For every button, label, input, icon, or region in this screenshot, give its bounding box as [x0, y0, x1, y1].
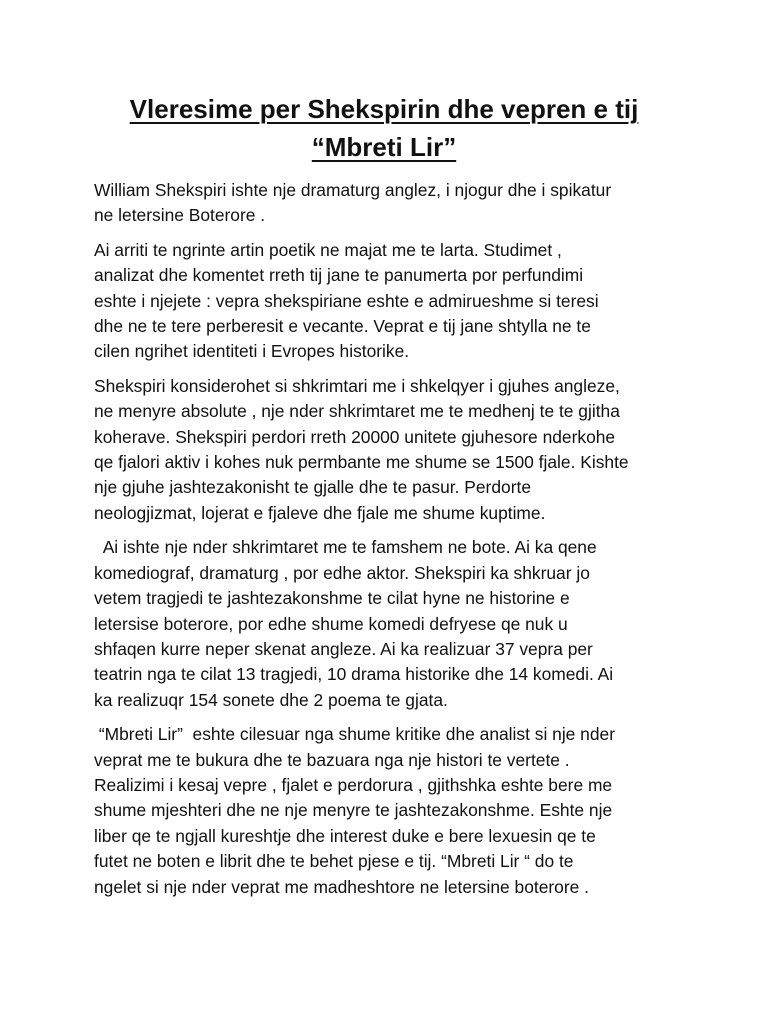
text-line: analizat dhe komentet rreth tij jane te panumerta por perfundimi [94, 265, 584, 286]
text-line: qe fjalori aktiv i kohes nuk permbante me shume se 1500 fjale. Kishte [94, 452, 629, 473]
text-line: ka realizuqr 154 sonete dhe 2 poema te gjata. [94, 689, 448, 710]
text-line: nje gjuhe jashtezakonisht te gjalle dhe te pasur. Perdorte [94, 477, 531, 498]
text-line: eshte i njejete : vepra shekspiriane eshte e admirueshme si teresi [94, 290, 599, 311]
text-line: letersise boterore, por edhe shume komedi defryese qe nuk u [94, 613, 568, 634]
text-line: “Mbreti Lir” eshte cilesuar nga shume kritike dhe analist si nje nder [94, 724, 615, 745]
document-title [60, 90, 708, 166]
text-line: shume mjeshteri dhe ne nje menyre te jashtezakonshme. Eshte nje [94, 800, 613, 821]
text-line: Realizimi i kesaj vepre , fjalet e perdorura , gjithshka eshte bere me [94, 774, 613, 795]
text-line: neologjizmat, lojerat e fjaleve dhe fjale me shume kuptime. [94, 502, 546, 523]
text-line: komediograf, dramaturg , por edhe aktor. Shekspiri ka shkruar jo [94, 562, 590, 583]
text-line: veprat me te bukura dhe te bazuara nga nje histori te vertete . [94, 749, 570, 770]
paragraph-mbreti-lir [94, 722, 684, 900]
text-line: futet ne boten e librit dhe te behet pjese e tij. “Mbreti Lir “ do te [94, 851, 574, 872]
title-line-2: “Mbreti Lir” [311, 132, 457, 162]
text-line: William Shekspiri ishte nje dramaturg anglez, i njogur dhe i spikatur [94, 180, 612, 200]
text-line: ne menyre absolute , nje nder shkrimtaret me te medhenj te te gjitha [94, 401, 620, 422]
title-line-1: Vleresime per Shekspirin dhe vepren e tij [129, 94, 639, 124]
paragraph-language [94, 374, 684, 526]
paragraph-works [94, 535, 684, 713]
text-line: ne letersine Boterore . [94, 205, 266, 226]
text-line: Ai arriti te ngrinte artin poetik ne majat me te larta. Studimet , [94, 239, 562, 260]
text-line: ngelet si nje nder veprat me madheshtore ne letersine boterore . [94, 876, 589, 897]
paragraph-poetic-art [94, 238, 684, 365]
paragraph-intro [94, 178, 684, 229]
text-line: koherave. Shekspiri perdori rreth 20000 unitete gjuhesore nderkohe [94, 426, 616, 447]
text-line: Ai ishte nje nder shkrimtaret me te famshem ne bote. Ai ka qene [94, 537, 597, 558]
text-line: dhe ne te tere perberesit e vecante. Veprat e tij jane shtylla ne te [94, 316, 591, 337]
text-line: shfaqen kurre neper skenat angleze. Ai ka realizuar 37 vepra per [94, 638, 593, 659]
text-line: teatrin nga te cilat 13 tragjedi, 10 drama historike dhe 14 komedi. Ai [94, 664, 614, 685]
text-line: vetem tragjedi te jashtezakonshme te cilat hyne ne historine e [94, 588, 570, 609]
text-line: Shekspiri konsiderohet si shkrimtari me i shkelqyer i gjuhes angleze, [94, 375, 620, 396]
text-line: cilen ngrihet identiteti i Evropes historike. [94, 341, 410, 362]
document-body [94, 178, 684, 909]
text-line: liber qe te ngjall kureshtje dhe interest duke e bere lexuesin qe te [94, 825, 596, 846]
